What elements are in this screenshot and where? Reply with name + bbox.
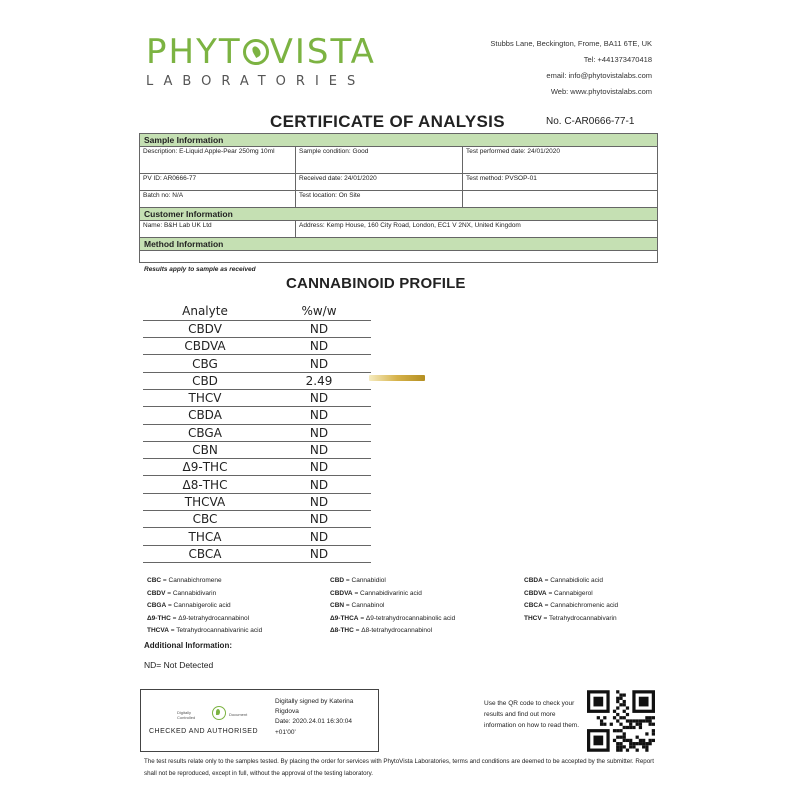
customer-info-heading: Customer Information	[140, 208, 658, 221]
qr-code-icon[interactable]	[587, 690, 655, 752]
batch-number: Batch no: N/A	[140, 191, 296, 208]
analyte-name: CBCA	[143, 545, 267, 562]
results-note: Results apply to sample as received	[144, 266, 256, 273]
test-performed-date: Test performed date: 24/01/2020	[463, 147, 658, 174]
additional-info-title: Additional Information:	[144, 641, 232, 650]
analyte-row	[143, 441, 371, 458]
analyte-value: ND	[267, 459, 371, 476]
empty-cell	[463, 191, 658, 208]
signature-line-2: Rigdova	[275, 708, 299, 716]
abbreviation-code: CBDVA	[524, 589, 547, 597]
signature-line-3: Date: 2020.24.01 16:30:04	[275, 718, 352, 726]
abbreviation-code: CBDV	[147, 589, 166, 597]
analyte-value: ND	[267, 441, 371, 458]
stamp-leaf-icon	[212, 706, 226, 720]
analyte-row	[143, 476, 371, 493]
abbreviation-item	[330, 613, 455, 626]
analyte-value: ND	[267, 424, 371, 441]
abbreviation-code: CBCA	[524, 602, 543, 610]
abbreviation-code: Δ9-THC	[147, 614, 171, 622]
test-method: Test method: PVSOP-01	[463, 174, 658, 191]
sample-info-heading: Sample Information	[140, 134, 658, 147]
abbreviation-definition: = Cannabigerolic acid	[167, 602, 231, 610]
abbreviation-definition: = Cannabichromene	[162, 577, 222, 584]
abbreviations-column-2	[330, 575, 455, 638]
analyte-name: Δ9-THC	[143, 459, 267, 476]
analyte-value: ND	[267, 320, 371, 337]
sample-info-table	[139, 133, 658, 263]
abbreviation-definition: = Tetrahydrocannabivarinic acid	[170, 627, 263, 635]
analyte-header: Analyte	[143, 303, 267, 320]
analyte-value: ND	[267, 528, 371, 545]
qr-instructions: Use the QR code to check your results and find out more information on how to read them.	[484, 700, 580, 729]
analyte-name: CBDVA	[143, 338, 267, 355]
analyte-name: CBDA	[143, 407, 267, 424]
analyte-name: CBN	[143, 441, 267, 458]
stamp-right-text: Document	[229, 712, 248, 717]
abbreviation-definition: = Δ8-tetrahydrocannabinol	[355, 627, 433, 635]
abbreviation-code: CBGA	[147, 602, 167, 610]
abbreviation-item	[330, 600, 455, 613]
cannabinoid-table	[143, 303, 371, 563]
analyte-row	[143, 545, 371, 562]
abbreviation-definition: = Cannabidivarin	[167, 589, 217, 597]
customer-address: Address: Kemp House, 160 City Road, London, EC1 V 2NX, United Kingdom	[296, 221, 658, 238]
analyte-name: THCA	[143, 528, 267, 545]
abbreviations-column-3	[524, 575, 618, 625]
analyte-row	[143, 407, 371, 424]
abbreviation-item	[330, 575, 455, 588]
abbreviation-item	[147, 575, 262, 588]
analyte-row	[143, 338, 371, 355]
method-info-body	[140, 251, 658, 263]
stamp-left-line-2: Controlled	[177, 715, 196, 720]
stamp-left-line-1: Digitally	[177, 710, 192, 715]
abbreviation-definition: = Δ9-tetrahydrocannabinolic acid	[360, 614, 456, 622]
abbreviation-definition: = Cannabidivarinic acid	[354, 589, 422, 597]
cbd-bar	[369, 375, 425, 381]
document-title: CERTIFICATE OF ANALYSIS	[270, 112, 505, 131]
abbreviation-definition: = Cannabidiol	[345, 577, 386, 584]
abbreviation-code: CBDVA	[330, 589, 353, 597]
analyte-value: ND	[267, 355, 371, 372]
contact-email: email: info@phytovistalabs.com	[546, 71, 652, 80]
signature-box	[140, 689, 379, 752]
analyte-value: 2.49	[267, 372, 371, 389]
signature-details	[275, 697, 375, 738]
analyte-name: Δ8-THC	[143, 476, 267, 493]
analyte-value: ND	[267, 407, 371, 424]
abbreviation-definition: = Tetrahydrocannabivarin	[543, 614, 617, 622]
contact-phone: Tel: +441373470418	[583, 55, 652, 64]
nd-note: ND= Not Detected	[144, 660, 214, 670]
analyte-value: ND	[267, 338, 371, 355]
abbreviation-item	[147, 588, 262, 601]
analyte-name: CBG	[143, 355, 267, 372]
analyte-row	[143, 389, 371, 406]
abbreviation-code: THCVA	[147, 627, 169, 635]
footer-disclaimer: The test results relate only to the samples tested. By placing the order for services with PhytoVista Laboratories, terms and conditions are deemed to be accepted by the submitter. Report shall not be reproduced, except in full, without the approval of the testing laboratory.	[144, 758, 654, 777]
stamp-left-text	[177, 710, 195, 720]
abbreviation-item	[524, 575, 618, 588]
analyte-name: CBC	[143, 511, 267, 528]
abbreviation-code: CBD	[330, 577, 345, 584]
abbreviation-code: THCV	[524, 614, 542, 622]
analyte-name: CBDV	[143, 320, 267, 337]
customer-name: Name: B&H Lab UK Ltd	[140, 221, 296, 238]
signature-line-4: +01'00'	[275, 728, 296, 736]
abbreviation-item	[147, 613, 262, 626]
test-location: Test location: On Site	[296, 191, 463, 208]
abbreviation-item	[524, 588, 618, 601]
abbreviation-code: CBC	[147, 577, 162, 584]
abbreviation-definition: = Δ9-tetrahydrocannabinol	[172, 614, 250, 622]
abbreviation-code: CBDA	[524, 577, 543, 584]
analyte-row	[143, 320, 371, 337]
leaf-icon	[243, 39, 269, 65]
analyte-name: CBD	[143, 372, 267, 389]
abbreviation-definition: = Cannabinol	[345, 602, 385, 610]
analyte-value: ND	[267, 389, 371, 406]
digital-stamp	[149, 706, 261, 726]
sample-description: Description: E-Liquid Apple-Pear 250mg 10ml	[140, 147, 296, 174]
analyte-value: ND	[267, 545, 371, 562]
abbreviation-definition: = Cannabidiolic acid	[544, 577, 603, 584]
logo-text-phyt: PHYT	[146, 32, 242, 72]
analyte-row	[143, 459, 371, 476]
abbreviation-code: Δ9-THCA	[330, 614, 359, 622]
abbreviation-item	[524, 613, 618, 626]
contact-web: Web: www.phytovistalabs.com	[550, 87, 652, 96]
checked-authorised: CHECKED AND AUTHORISED	[149, 728, 259, 735]
abbreviation-item	[524, 600, 618, 613]
logo-text-vista: VISTA	[269, 32, 376, 72]
analyte-row	[143, 528, 371, 545]
analyte-name: CBGA	[143, 424, 267, 441]
contact-block	[490, 36, 652, 100]
certificate-number: No. C-AR0666-77-1	[546, 116, 635, 127]
received-date: Received date: 24/01/2020	[296, 174, 463, 191]
analyte-row	[143, 493, 371, 510]
sample-condition: Sample condition: Good	[296, 147, 463, 174]
abbreviation-item	[147, 625, 262, 638]
analyte-value: ND	[267, 476, 371, 493]
profile-title: CANNABINOID PROFILE	[286, 275, 466, 292]
analyte-row	[143, 424, 371, 441]
abbreviation-code: CBN	[330, 602, 345, 610]
abbreviation-item	[147, 600, 262, 613]
analyte-name: THCV	[143, 389, 267, 406]
abbreviation-definition: = Cannabichromenic acid	[544, 602, 619, 610]
signature-line-1: Digitally signed by Katerina	[275, 698, 354, 705]
abbreviation-item	[330, 588, 455, 601]
contact-address: Stubbs Lane, Beckington, Frome, BA11 6TE, UK	[490, 39, 652, 48]
abbreviations-column-1	[147, 575, 262, 638]
logo-wordmark	[146, 34, 386, 70]
abbreviation-item	[330, 625, 455, 638]
analyte-value: ND	[267, 511, 371, 528]
abbreviation-definition: = Cannabigerol	[548, 589, 593, 597]
analyte-name: THCVA	[143, 493, 267, 510]
analyte-row	[143, 355, 371, 372]
analyte-value: ND	[267, 493, 371, 510]
abbreviation-code: Δ8-THC	[330, 627, 354, 635]
method-info-heading: Method Information	[140, 238, 658, 251]
company-logo	[146, 34, 386, 94]
pv-id: PV ID: AR0666-77	[140, 174, 296, 191]
logo-subtitle: LABORATORIES	[146, 74, 366, 89]
analyte-row	[143, 372, 371, 389]
analyte-row	[143, 511, 371, 528]
value-header: %w/w	[267, 303, 371, 320]
